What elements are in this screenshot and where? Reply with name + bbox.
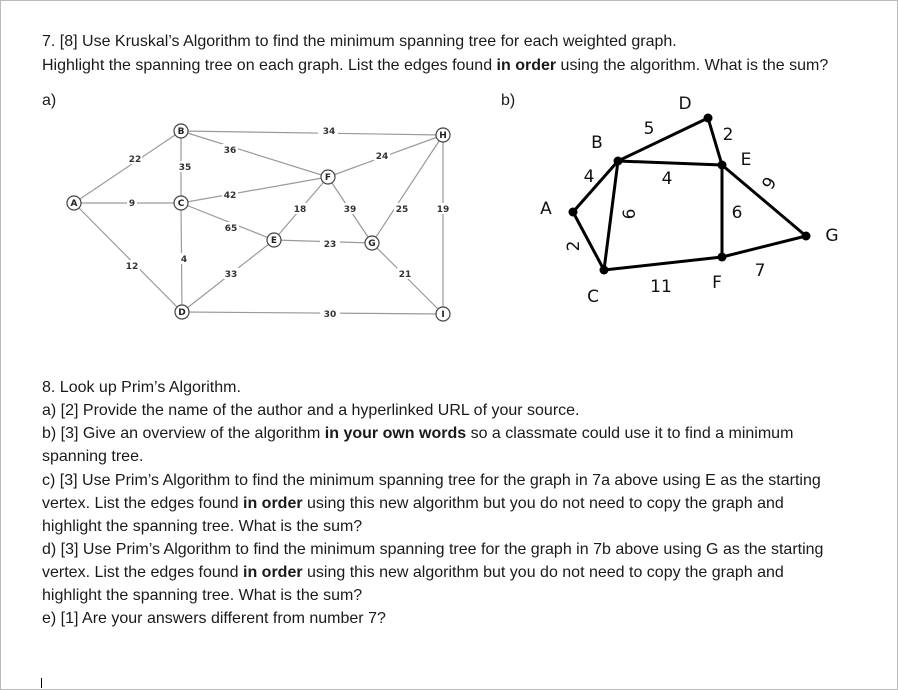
graph-a-weight-C-F: 42	[223, 191, 237, 201]
graph-a-weight-A-C: 9	[128, 199, 136, 209]
q8-a: a) [2] Provide the name of the author and a hyperlinked URL of your source.	[42, 402, 580, 419]
svg-text:A: A	[70, 199, 78, 209]
graph-a-weight-A-D: 12	[125, 262, 139, 272]
graph-b-weight-F-G: 7	[754, 261, 766, 281]
graph-a-weight-D-I: 30	[323, 310, 337, 320]
graph-b-label-F: F	[712, 273, 722, 293]
graph-b-weight-B-C: 6	[620, 208, 640, 220]
graph-b-label-B: B	[591, 133, 603, 153]
svg-text:F: F	[324, 173, 332, 183]
graph-a-weight-F-H: 24	[375, 152, 389, 162]
graph-b-edge-F-G	[722, 236, 806, 257]
graph-b-label-E: E	[740, 150, 752, 170]
q8-b-cont: spanning tree.	[42, 448, 144, 465]
q8-d2-bold: in order	[243, 564, 303, 581]
q8-d2	[42, 563, 784, 583]
graph-b-node-C-dot	[600, 266, 609, 275]
graph-b-weight-D-E: 2	[722, 125, 734, 145]
graph-a-weight-B-F: 36	[223, 146, 237, 156]
svg-text:B: B	[177, 127, 185, 137]
graph-b-edge-B-E	[618, 161, 722, 165]
q8-e: e) [1] Are your answers different from number 7?	[42, 610, 386, 627]
graph-b-weight-C-F: 11	[650, 277, 672, 297]
graph-a-weight-E-G: 23	[323, 240, 337, 250]
graph-b-node-E-dot	[718, 161, 727, 170]
label-a: a)	[42, 92, 57, 109]
q7-line2-bold: in order	[496, 57, 557, 74]
q8-d2-post: using this new algorithm but you do not need to copy the graph and	[302, 564, 784, 581]
graph-b-label-C: C	[587, 287, 599, 307]
q7-line1: 7. [8] Use Kruskal’s Algorithm to find the minimum spanning tree for each weighted graph.	[42, 33, 677, 50]
graph-b-edge-D-E	[708, 118, 722, 165]
graph-a-weight-B-H: 34	[322, 127, 336, 137]
q7-line2-post: using the algorithm. What is the sum?	[556, 57, 829, 74]
text-cursor	[41, 678, 42, 688]
graph-a-weight-E-F: 18	[293, 205, 307, 215]
q8-c2-pre: vertex. List the edges found	[42, 495, 244, 512]
svg-text:D: D	[178, 308, 186, 318]
graph-a-weight-B-C: 35	[178, 163, 192, 173]
svg-text:H: H	[439, 131, 447, 141]
q8-b-bold: in your own words	[324, 425, 467, 442]
graph-a-weight-C-D: 4	[180, 255, 188, 265]
graph-b-node-G-dot	[802, 232, 811, 241]
graph-b-node-B-dot	[614, 157, 623, 166]
graph-b-edge-B-C	[604, 161, 618, 270]
graph-b-weight-A-C: 2	[564, 240, 584, 252]
graph-b-edge-C-F	[604, 257, 722, 270]
graph-b-label-G: G	[825, 226, 839, 246]
graph-b-weight-A-B: 4	[583, 167, 595, 187]
svg-text:C: C	[177, 199, 185, 209]
graph-b-node-F-dot	[718, 253, 727, 262]
graph-b-weight-B-D: 5	[643, 119, 655, 139]
graph-a-weight-F-G: 39	[343, 205, 357, 215]
q8-title: 8. Look up Prim’s Algorithm.	[42, 379, 241, 396]
graph-a-weight-A-B: 22	[128, 155, 142, 165]
graph-a-weight-C-E: 65	[224, 224, 238, 234]
label-b: b)	[501, 92, 516, 109]
graph-b-weight-E-F: 6	[731, 203, 743, 223]
q8-c1: c) [3] Use Prim’s Algorithm to find the minimum spanning tree for the graph in 7a above using E as the starting	[42, 472, 821, 489]
svg-text:E: E	[270, 236, 278, 246]
graph-a-weight-G-I: 21	[398, 270, 412, 280]
graph-a-weight-D-E: 33	[224, 270, 238, 280]
svg-text:I: I	[441, 310, 445, 320]
q8-d1: d) [3] Use Prim’s Algorithm to find the minimum spanning tree for the graph in 7b above using G as the starting	[42, 541, 824, 558]
q7-line2-pre: Highlight the spanning tree on each graph. List the edges found	[42, 57, 497, 74]
q8-c2	[42, 494, 784, 514]
q8-d2-pre: vertex. List the edges found	[42, 564, 244, 581]
q8-c2-post: using this new algorithm but you do not need to copy the graph and	[302, 495, 784, 512]
q8-c2-bold: in order	[243, 495, 303, 512]
graph-b-label-A: A	[540, 199, 552, 219]
graph-b-node-A-dot	[569, 208, 578, 217]
graph-a-weight-H-I: 19	[436, 205, 450, 215]
graph-b-edge-B-D	[618, 118, 708, 161]
q8-b	[42, 424, 793, 444]
graph-b-weight-E-G: 9	[758, 173, 782, 194]
q8-c3: highlight the spanning tree. What is the sum?	[42, 518, 363, 535]
graph-b-weight-B-E: 4	[661, 169, 673, 189]
q8-d3: highlight the spanning tree. What is the sum?	[42, 587, 363, 604]
graph-b-node-D-dot	[704, 114, 713, 123]
graph-a-weight-G-H: 25	[395, 205, 409, 215]
q8-b-pre: b) [3] Give an overview of the algorithm	[42, 425, 325, 442]
graph-b-label-D: D	[678, 94, 692, 114]
svg-text:G: G	[368, 239, 376, 249]
q8-b-post: so a classmate could use it to find a minimum	[466, 425, 794, 442]
